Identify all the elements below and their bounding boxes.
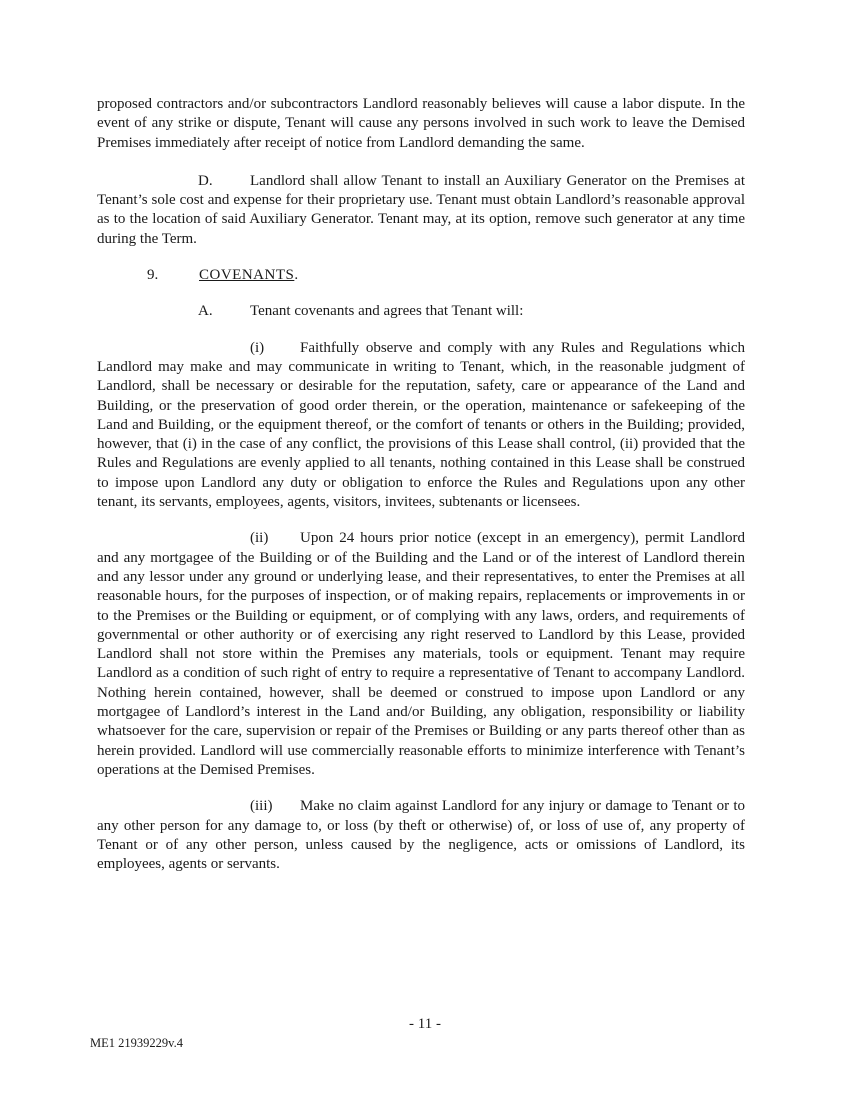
clause-d-paragraph	[97, 172, 745, 249]
document-body	[97, 95, 745, 891]
section-9-number: 9.	[147, 267, 159, 284]
item-ii-label: (ii)	[250, 530, 269, 547]
item-iii-paragraph	[97, 797, 745, 874]
page-number: - 11 -	[409, 1016, 441, 1032]
item-ii-text: Upon 24 hours prior notice (except in an emergency), permit Landlord and any mortgagee of the Building or of the Building and the Land or of the interest of Landlord therein and any lessor under any ground or underlying lease, and their representatives, to enter the Premises at all reasonable hours, for the purposes of inspection, or of making repairs, replacements or improvements in or to the Premises or the Building or equipment, or of complying with any laws, orders, and requirements of governmental or other authority or of exercising any right reserved to Landlord by this Lease, provided Landlord shall not store within the Premises any materials, tools or equipment. Tenant may require Landlord as a condition of such right of entry to require a representative of Tenant to accompany Landlord. Nothing herein contained, however, shall be deemed or construed to impose upon Landlord or any mortgagee of Landlord’s interest in the Land and/or Building, any obligation, responsibility or liability whatsoever for the care, supervision or repair of the Premises or Building or any parts thereof other than as herein provided. Landlord will use commercially reasonable efforts to minimize interference with Tenant’s operations at the Demised Premises.	[97, 530, 745, 778]
item-iii-text: Make no claim against Landlord for any injury or damage to Tenant or to any other person for any damage to, or loss (by theft or otherwise) of, or loss of use of, any property of Tenant or of any other person, unless caused by the negligence, acts or omissions of Landlord, its employees, agents or servants.	[97, 798, 745, 873]
clause-a-text: Tenant covenants and agrees that Tenant will:	[250, 303, 524, 320]
section-9-punctuation: .	[294, 267, 299, 284]
clause-d-label: D.	[198, 172, 213, 189]
item-iii-label: (iii)	[250, 798, 273, 815]
clause-a-label: A.	[198, 303, 213, 320]
continuation-paragraph: proposed contractors and/or subcontractors Landlord reasonably believes will cause a labor dispute. In the event of any strike or dispute, Tenant will cause any persons involved in such work to leave the Demised Premises immediately after receipt of notice from Landlord demanding the same.	[97, 96, 745, 151]
section-9-title: COVENANTS	[199, 267, 295, 284]
section-9-heading	[97, 266, 745, 285]
document-reference-number: ME1 21939229v.4	[90, 1036, 183, 1050]
clause-a-paragraph	[97, 302, 745, 321]
item-ii-paragraph	[97, 529, 745, 780]
clause-d-text: Landlord shall allow Tenant to install an Auxiliary Generator on the Premises at Tenant’s sole cost and expense for their proprietary use. Tenant must obtain Landlord’s reasonable approval as to the location of said Auxiliary Generator. Tenant may, at its option, remove such generator at any time during the Term.	[97, 172, 745, 247]
item-i-paragraph	[97, 339, 745, 513]
item-i-label: (i)	[250, 339, 265, 356]
item-i-text: Faithfully observe and comply with any Rules and Regulations which Landlord may make and may communicate in writing to Tenant, which, in the reasonable judgment of Landlord, shall be necessary or desirable for the reputation, safety, care or appearance of the Land and Building, or the preservation of good order therein, or the operation, maintenance or safekeeping of the Land and Building, or the equipment thereof, or the comfort of tenants or others in the Building; provided, however, that (i) in the case of any conflict, the provisions of this Lease shall control, (ii) provided that the Rules and Regulations are evenly applied to all tenants, nothing contained in this Lease shall be construed to impose upon Landlord any duty or obligation to enforce the Rules and Regulations upon any other tenant, its servants, employees, agents, visitors, invitees, subtenants or licensees.	[97, 339, 745, 511]
